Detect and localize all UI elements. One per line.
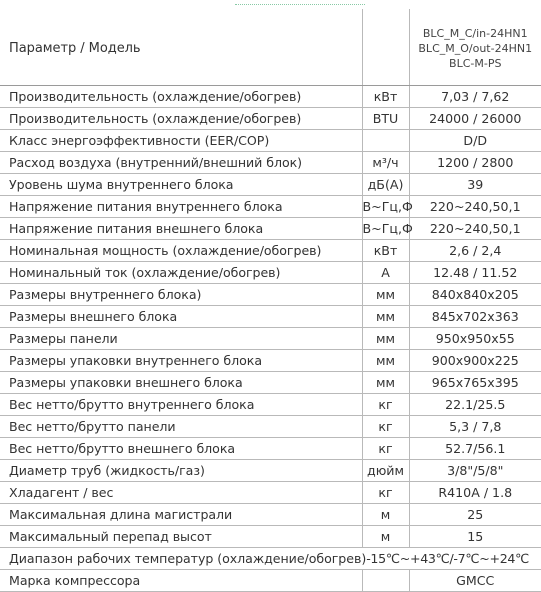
spec-param: Размеры панели [0, 328, 362, 350]
spec-row [0, 394, 541, 416]
spec-value: 2,6 / 2,4 [409, 240, 541, 262]
spec-value: 39 [409, 174, 541, 196]
spec-param: Производительность (охлаждение/обогрев) [0, 86, 362, 108]
spec-unit [362, 130, 409, 152]
spec-unit: BTU [362, 108, 409, 130]
spec-value: 840x840x205 [409, 284, 541, 306]
spec-unit: кг [362, 482, 409, 504]
spec-row [0, 130, 541, 152]
spec-row [0, 372, 541, 394]
header-unit-cell [362, 9, 409, 86]
model-outdoor: BLC_M_O/out-24HN1 [410, 41, 541, 56]
compressor-value: GMCC [409, 570, 541, 592]
spec-row [0, 504, 541, 526]
spec-param: Максимальная длина магистрали [0, 504, 362, 526]
spec-param: Размеры внутреннего блока) [0, 284, 362, 306]
header-row [0, 9, 541, 86]
top-accent-line [235, 0, 365, 5]
spec-param: Вес нетто/брутто панели [0, 416, 362, 438]
spec-unit: мм [362, 372, 409, 394]
spec-param: Размеры упаковки внутреннего блока [0, 350, 362, 372]
spec-value: 965x765x395 [409, 372, 541, 394]
spec-value: 220~240,50,1 [409, 218, 541, 240]
spec-unit: В~Гц,Ф [362, 218, 409, 240]
spec-param: Производительность (охлаждение/обогрев) [0, 108, 362, 130]
spec-unit: м [362, 526, 409, 548]
spec-row [0, 196, 541, 218]
spec-row [0, 438, 541, 460]
header-models [409, 9, 541, 86]
temp-range-param: Диапазон рабочих температур (охлаждение/обогрев) [9, 551, 366, 566]
spec-unit: м³/ч [362, 152, 409, 174]
spec-value: 900x900x225 [409, 350, 541, 372]
model-panel: BLC-M-PS [410, 56, 541, 71]
spec-param: Класс энергоэффективности (EER/COP) [0, 130, 362, 152]
spec-row [0, 86, 541, 108]
compressor-param: Марка компрессора [0, 570, 362, 592]
spec-row [0, 262, 541, 284]
spec-param: Максимальный перепад высот [0, 526, 362, 548]
temp-range-value: -15℃~+43℃/-7℃~+24℃ [366, 551, 529, 566]
spec-value: 12.48 / 11.52 [409, 262, 541, 284]
spec-value: 950x950x55 [409, 328, 541, 350]
model-indoor: BLC_M_C/in-24HN1 [410, 26, 541, 41]
spec-value: 5,3 / 7,8 [409, 416, 541, 438]
spec-param: Номинальный ток (охлаждение/обогрев) [0, 262, 362, 284]
spec-unit: кг [362, 416, 409, 438]
spec-row [0, 284, 541, 306]
spec-param: Диаметр труб (жидкость/газ) [0, 460, 362, 482]
spec-param: Номинальная мощность (охлаждение/обогрев) [0, 240, 362, 262]
spec-row [0, 416, 541, 438]
spec-param: Хладагент / вес [0, 482, 362, 504]
spec-row [0, 306, 541, 328]
spec-row [0, 526, 541, 548]
spec-value: D/D [409, 130, 541, 152]
spec-value: 3/8"/5/8" [409, 460, 541, 482]
spec-unit: м [362, 504, 409, 526]
spec-unit: дБ(А) [362, 174, 409, 196]
spec-value: 22.1/25.5 [409, 394, 541, 416]
spec-unit: В~Гц,Ф [362, 196, 409, 218]
spec-unit: мм [362, 284, 409, 306]
temp-range-cell [0, 548, 541, 570]
spec-row [0, 460, 541, 482]
spec-value: 845x702x363 [409, 306, 541, 328]
spec-row [0, 174, 541, 196]
spec-value: R410A / 1.8 [409, 482, 541, 504]
spec-row [0, 108, 541, 130]
spec-unit: дюйм [362, 460, 409, 482]
spec-unit: мм [362, 328, 409, 350]
spec-unit: кВт [362, 240, 409, 262]
spec-param: Напряжение питания внешнего блока [0, 218, 362, 240]
spec-value: 52.7/56.1 [409, 438, 541, 460]
spec-row [0, 218, 541, 240]
header-param-label: Параметр / Модель [0, 9, 362, 86]
spec-param: Размеры упаковки внешнего блока [0, 372, 362, 394]
temp-range-row [0, 548, 541, 570]
spec-param: Расход воздуха (внутренний/внешний блок) [0, 152, 362, 174]
spec-value: 220~240,50,1 [409, 196, 541, 218]
spec-unit: мм [362, 306, 409, 328]
spec-param: Размеры внешнего блока [0, 306, 362, 328]
spec-value: 25 [409, 504, 541, 526]
spec-row [0, 240, 541, 262]
spec-unit: кВт [362, 86, 409, 108]
spec-unit: мм [362, 350, 409, 372]
spec-row [0, 152, 541, 174]
compressor-unit [362, 570, 409, 592]
compressor-row [0, 570, 541, 592]
spec-row [0, 350, 541, 372]
spec-param: Уровень шума внутреннего блока [0, 174, 362, 196]
spec-param: Напряжение питания внутреннего блока [0, 196, 362, 218]
spec-value: 24000 / 26000 [409, 108, 541, 130]
spec-param: Вес нетто/брутто внутреннего блока [0, 394, 362, 416]
spec-value: 1200 / 2800 [409, 152, 541, 174]
spec-param: Вес нетто/брутто внешнего блока [0, 438, 362, 460]
spec-row [0, 482, 541, 504]
spec-row [0, 328, 541, 350]
spec-unit: А [362, 262, 409, 284]
spec-value: 7,03 / 7,62 [409, 86, 541, 108]
spec-value: 15 [409, 526, 541, 548]
spec-unit: кг [362, 438, 409, 460]
spec-table [0, 9, 541, 592]
spec-unit: кг [362, 394, 409, 416]
